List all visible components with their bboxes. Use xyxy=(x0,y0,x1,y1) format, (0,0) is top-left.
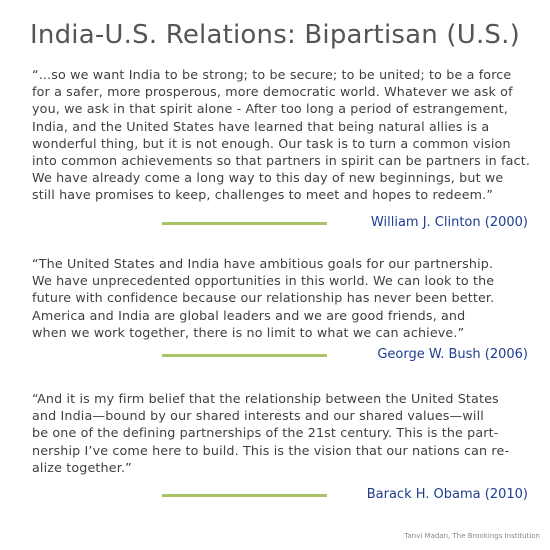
page-title: India-U.S. Relations: Bipartisan (U.S.) xyxy=(30,20,520,50)
attribution-bush: George W. Bush (2006) xyxy=(377,347,528,362)
attribution-divider xyxy=(162,222,327,225)
quote-bush xyxy=(32,255,527,341)
quote-line: still have promises to keep, challenges to meet and hopes to redeem.” xyxy=(32,187,494,203)
quote-line: be one of the defining partnerships of the 21st century. This is the part- xyxy=(32,425,499,441)
quote-line: We have already come a long way to this day of new beginnings, but we xyxy=(32,170,504,186)
attribution-obama: Barack H. Obama (2010) xyxy=(366,487,528,502)
quote-line: wonderful thing, but it is not enough. Our task is to turn a common vision xyxy=(32,135,511,151)
quote-line: nership I’ve come here to build. This is the vision that our nations can re- xyxy=(32,442,510,458)
quote-line: “The United States and India have ambitious goals for our partnership. xyxy=(32,256,494,271)
quote-line: India, and the United States have learned that being natural allies is a xyxy=(32,118,490,134)
source-credit: Tanvi Madan, The Brookings Institution xyxy=(404,532,540,540)
quote-line: future with confidence because our relationship has never been better. xyxy=(32,290,495,306)
quote-line: for a safer, more prosperous, more democratic world. Whatever we ask of xyxy=(32,84,513,100)
quote-line: America and India are global leaders and we are good friends, and xyxy=(32,307,466,323)
quote-obama xyxy=(32,390,527,476)
quote-line: when we work together, there is no limit to what we can achieve.” xyxy=(32,324,465,340)
quote-line: “...so we want India to be strong; to be secure; to be united; to be a force xyxy=(32,67,512,82)
quote-clinton xyxy=(32,66,531,204)
attribution-divider xyxy=(162,494,327,497)
quote-line: into common achievements so that partners in spirit can be partners in fact. xyxy=(32,153,531,169)
quote-line: “And it is my firm belief that the relationship between the United States xyxy=(32,391,499,406)
attribution-divider xyxy=(162,354,327,357)
quote-line: alize together.” xyxy=(32,459,132,475)
quote-line: We have unprecedented opportunities in this world. We can look to the xyxy=(32,273,495,289)
attribution-clinton: William J. Clinton (2000) xyxy=(370,215,528,230)
quote-line: and India—bound by our shared interests and our shared values—will xyxy=(32,408,484,424)
quote-line: you, we ask in that spirit alone - After too long a period of estrangement, xyxy=(32,101,508,117)
